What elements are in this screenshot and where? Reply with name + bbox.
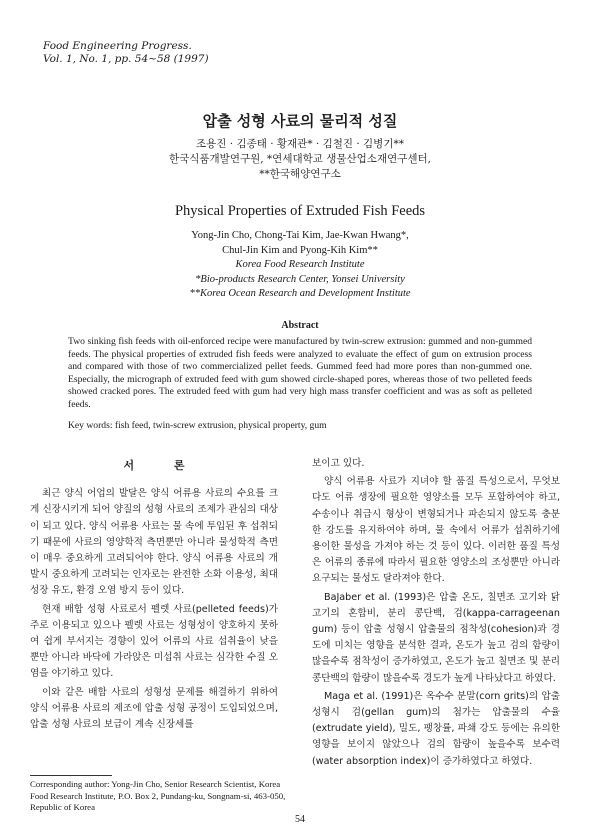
keywords: Key words: fish feed, twin-screw extrusion, physical property, gum [68,420,327,431]
english-authors-line-2: Chul-Jin Kim and Pyong-Kih Kim** [222,245,378,256]
journal-citation [43,40,209,66]
abstract-heading: Abstract [281,320,319,331]
body-paragraph: BaJaber et al. (1993)은 압출 온도, 칠면조 고기와 닭고기의 혼합비, 분리 콩단백, 검(kappa-carrageenan gum) 등이 압출 성형시 압출물의 점착성(cohesion)과 경도에 미치는 영향을 분석한 결과, 온도가 높고 검의 함량이 많을수록 점착성이 증가하였고, 온도가 높고 칠면조 및 분리 콩단백의 함량이 많을수록 경도가 높게 나타났다고 하였다. [312,591,560,684]
korean-authors: 조용진 · 김종태 · 황재관* · 김철진 · 김병기** [196,138,404,150]
korean-author-block [0,137,600,182]
journal-name: Food Engineering Progress. [43,40,192,52]
english-authors-line-1: Yong-Jin Cho, Chong-Tai Kim, Jae-Kwan Hwang*, [191,230,409,241]
section-heading-introduction: 서 론 [123,459,203,472]
page-number: 54 [295,814,305,825]
korean-affiliation-2: **한국해양연구소 [259,168,341,180]
corresponding-author-footnote: Corresponding author: Yong-Jin Cho, Senior Research Scientist, Korea Food Research Institute, P.O. Box 2, Pundang-ku, Songnam-si, 463-050, Republic of Korea [30,779,286,813]
body-paragraph: Maga et al. (1991)은 옥수수 분말(corn grits)의 압출 성형시 검(gellan gum)의 첨가는 압출물의 수율(extrudate yield), 밀도, 팽창률, 파쇄 강도 등에는 유의한 영향을 보이지 않았으나 검의 함량이 높을수록 보수력(water absorption index)이 증가하였다고 하였다. [312,690,560,767]
right-column [312,456,560,772]
body-paragraph: 양식 어류용 사료가 지녀야 할 품질 특성으로서, 무엇보다도 어류 생장에 필요한 영양소를 모두 포함하여야 하고, 수송이나 취급시 형상이 변형되거나 파손되지 않도록 충분한 강도를 유지하여야 하며, 물 속에서 어류가 섭취하기에 용이한 물성을 가져야 하는 것 등이 있다. 이러한 품질 특성은 어류의 종류에 따라서 필요한 영양소의 조성뿐만 아니라 요구되는 물성도 달라져야 한다. [312,476,560,585]
english-affiliation-1: Korea Food Research Institute [235,259,365,270]
body-paragraph: 현재 배합 성형 사료로서 펠렛 사료(pelleted feeds)가 주로 이용되고 있으나 펠렛 사료는 성형성이 양호하지 못하여 쉽게 부서지는 경향이 있어 어류의 사료 섭취율이 낮을 뿐만 아니라 바닥에 가라앉은 미섭취 사료는 심각한 수질 오염을 야기하고 있다. [30,603,278,680]
footnote-divider [30,775,112,776]
english-title: Physical Properties of Extruded Fish Feeds [174,203,426,219]
body-paragraph: 보이고 있다. [312,458,365,469]
journal-volume: Vol. 1, No. 1, pp. 54~58 (1997) [43,53,209,65]
korean-title: 압출 성형 사료의 물리적 성질 [202,112,398,130]
body-paragraph: 이와 같은 배합 사료의 성형성 문제를 해결하기 위하여 양식 어류용 사료의 제조에 압출 성형 공정이 도입되었으며, 압출 성형 사료의 보급이 계속 신장세를 [30,686,278,731]
english-affiliation-2: *Bio-products Research Center, Yonsei University [195,273,405,285]
english-affiliations [0,258,600,302]
korean-affiliation-1: 한국식품개발연구원, *연세대학교 생물산업소재연구센터, [168,153,432,165]
left-column [30,456,278,735]
abstract-text: Two sinking fish feeds with oil-enforced recipe were manufactured by twin-screw extrusion: gummed and non-gummed feeds. The physical properties of extruded fish feeds were analyzed to evaluate the effect of gum on extrusion process and compared with those of two commercialized pellet feeds. Gummed feed had more pores than non-gummed one. Especially, the micrograph of extruded feed with gum showed circle-shaped pores, whereas those of two pelleted feeds showed cracked pores. The extruded feed with gum had very high mass transfer coefficient and was as soft as pelleted feeds. [68,336,532,410]
body-paragraph: 최근 양식 어업의 발달은 양식 어류용 사료의 수요를 크게 신장시키게 되어 양질의 성형 사료의 조제가 관심의 대상이 되고 있다. 양식 어류용 사료는 물 속에 투입된 후 섭취되기 때문에 사료의 영양학적 측면뿐만 아니라 물성학적 측면이 매우 중요하게 고려되어야 한다. 양식 어류용 사료의 개발시 중요하게 고려되는 인자로는 완전한 소화 이용성, 최대 성장 유도, 환경 오염 방지 등이 있다. [30,488,278,597]
english-author-block [0,228,600,258]
english-affiliation-3: **Korea Ocean Research and Development Institute [189,288,411,299]
